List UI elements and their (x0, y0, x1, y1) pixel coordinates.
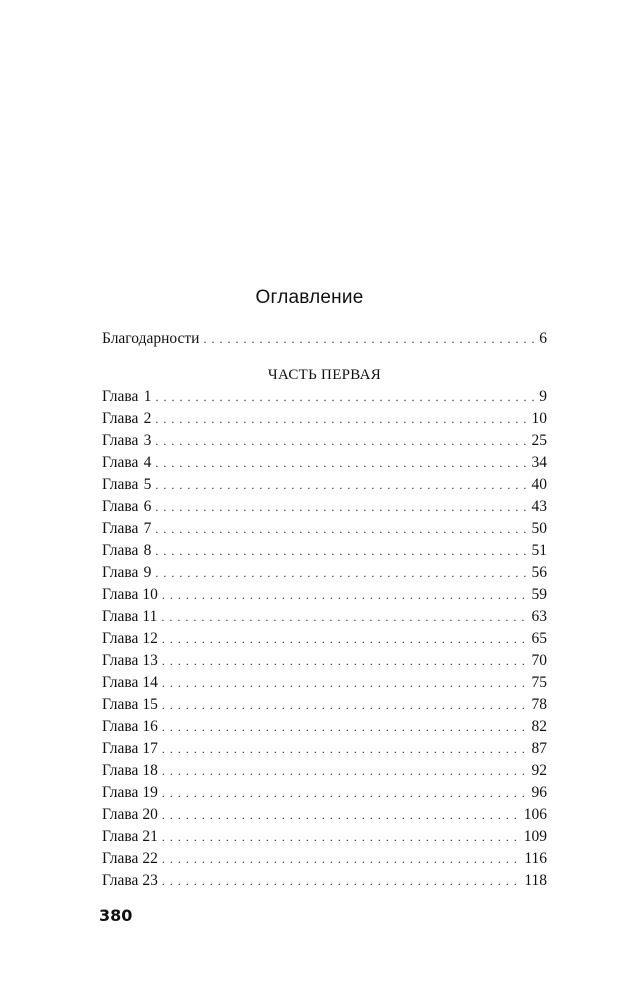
toc-entry-page: 10 (531, 410, 547, 427)
dot-leader (155, 562, 528, 584)
toc-entry-label: Глава (102, 718, 139, 735)
chapter-number: 21 (142, 828, 158, 845)
toc-entry-page: 78 (531, 696, 547, 713)
dot-leader (155, 496, 528, 518)
dot-leader (155, 474, 528, 496)
toc-entry-page: 87 (531, 740, 547, 757)
chapter-number: 13 (142, 652, 158, 669)
dot-leader (155, 518, 528, 540)
chapter-number: 18 (142, 762, 158, 779)
toc-entry-label: Глава (102, 652, 139, 669)
toc-entry-label: Глава (102, 608, 139, 625)
page-title: Оглавление (255, 287, 364, 308)
dot-leader (162, 870, 521, 892)
toc-entry-chapter[interactable] (102, 386, 547, 408)
dot-leader (161, 606, 528, 628)
dot-leader (162, 650, 529, 672)
dot-leader (203, 328, 536, 350)
chapter-number: 20 (142, 806, 158, 823)
toc-entry-label: Глава (102, 828, 139, 845)
chapter-list (102, 386, 547, 892)
chapter-number: 23 (142, 872, 158, 889)
toc-entry-page: 118 (524, 872, 547, 889)
chapter-number: 19 (142, 784, 158, 801)
toc-entry-label: Глава (102, 630, 139, 647)
toc-entry-label: Глава (102, 454, 139, 471)
toc-entry-page: 6 (539, 330, 547, 347)
chapter-number: 12 (142, 630, 158, 647)
toc-entry-chapter[interactable] (102, 540, 547, 562)
toc-entry-page: 70 (531, 652, 547, 669)
chapter-number: 17 (142, 740, 158, 757)
page-number: 380 (99, 906, 133, 925)
toc-entry-label: Глава (102, 476, 139, 493)
toc-entry-chapter[interactable] (102, 738, 547, 760)
toc-entry-label: Благодарности (102, 330, 200, 347)
dot-leader (155, 408, 528, 430)
chapter-number: 7 (143, 520, 152, 537)
toc-entry-chapter[interactable] (102, 716, 547, 738)
toc-entry-page: 63 (531, 608, 547, 625)
toc-entry-label: Глава (102, 784, 139, 801)
toc-entry-chapter[interactable] (102, 650, 547, 672)
dot-leader (156, 386, 537, 408)
dot-leader (155, 430, 528, 452)
toc-entry-chapter[interactable] (102, 452, 547, 474)
toc-entry-page: 82 (531, 718, 547, 735)
toc-entry-page: 56 (531, 564, 547, 581)
toc-entry-page: 40 (531, 476, 547, 493)
toc-entry-chapter[interactable] (102, 694, 547, 716)
toc-entry-label: Глава (102, 388, 139, 405)
toc-entry-chapter[interactable] (102, 474, 547, 496)
toc-entry-label: Глава (102, 850, 139, 867)
toc-entry-acknowledgements[interactable] (102, 328, 547, 350)
toc-entry-chapter[interactable] (102, 584, 547, 606)
dot-leader (162, 694, 529, 716)
toc-entry-page: 75 (531, 674, 547, 691)
toc-entry-label: Глава (102, 564, 139, 581)
toc-entry-label: Глава (102, 674, 139, 691)
chapter-number: 10 (142, 586, 158, 603)
dot-leader (155, 452, 528, 474)
toc-entry-page: 92 (531, 762, 547, 779)
dot-leader (162, 782, 529, 804)
toc-entry-page: 96 (531, 784, 547, 801)
chapter-number: 2 (143, 410, 152, 427)
chapter-number: 16 (142, 718, 158, 735)
chapter-number: 4 (143, 454, 152, 471)
toc-entry-chapter[interactable] (102, 430, 547, 452)
toc-entry-label: Глава (102, 586, 139, 603)
toc-entry-chapter[interactable] (102, 606, 547, 628)
toc-entry-chapter[interactable] (102, 496, 547, 518)
toc-entry-page: 106 (523, 806, 547, 823)
toc-entry-page: 25 (531, 432, 547, 449)
toc-entry-label: Глава (102, 520, 139, 537)
toc-entry-chapter[interactable] (102, 408, 547, 430)
toc-entry-page: 50 (531, 520, 547, 537)
toc-entry-page: 65 (531, 630, 547, 647)
toc-entry-label: Глава (102, 696, 139, 713)
chapter-number: 9 (143, 564, 152, 581)
chapter-number: 1 (143, 388, 152, 405)
toc-entry-label: Глава (102, 740, 139, 757)
toc-entry-label: Глава (102, 498, 139, 515)
dot-leader (162, 672, 529, 694)
dot-leader (162, 738, 529, 760)
chapter-number: 5 (143, 476, 152, 493)
toc-entry-chapter[interactable] (102, 518, 547, 540)
toc-entry-page: 43 (531, 498, 547, 515)
toc-entry-chapter[interactable] (102, 782, 547, 804)
chapter-number: 22 (142, 850, 158, 867)
toc-entry-label: Глава (102, 806, 139, 823)
dot-leader (162, 760, 529, 782)
dot-leader (162, 628, 529, 650)
toc-entry-chapter[interactable] (102, 848, 547, 870)
toc-entry-chapter[interactable] (102, 826, 547, 848)
dot-leader (155, 540, 528, 562)
toc-entry-page: 109 (523, 828, 547, 845)
toc-entry-page: 59 (531, 586, 547, 603)
toc-entry-page: 34 (531, 454, 547, 471)
chapter-number: 14 (142, 674, 158, 691)
toc-entry-page: 51 (531, 542, 547, 559)
toc-entry-chapter[interactable] (102, 628, 547, 650)
toc-entry-label: Глава (102, 762, 139, 779)
toc-entry-chapter[interactable] (102, 562, 547, 584)
toc-entry-label: Глава (102, 542, 139, 559)
dot-leader (162, 716, 529, 738)
toc-entry-page: 9 (539, 388, 547, 405)
toc-entry-chapter[interactable] (102, 870, 547, 892)
dot-leader (162, 826, 521, 848)
toc-entry-label: Глава (102, 410, 139, 427)
chapter-number: 8 (143, 542, 152, 559)
dot-leader (162, 584, 529, 606)
chapter-number: 6 (143, 498, 152, 515)
toc-entry-label: Глава (102, 432, 139, 449)
toc-entry-label: Глава (102, 872, 139, 889)
section-heading-part-one: ЧАСТЬ ПЕРВАЯ (267, 367, 382, 383)
toc-entry-chapter[interactable] (102, 760, 547, 782)
chapter-number: 11 (142, 608, 158, 625)
toc-entry-chapter[interactable] (102, 804, 547, 826)
toc-entry-page: 116 (524, 850, 547, 867)
dot-leader (162, 848, 521, 870)
chapter-number: 3 (143, 432, 152, 449)
table-of-contents (102, 328, 547, 892)
chapter-number: 15 (142, 696, 158, 713)
dot-leader (162, 804, 521, 826)
toc-entry-chapter[interactable] (102, 672, 547, 694)
